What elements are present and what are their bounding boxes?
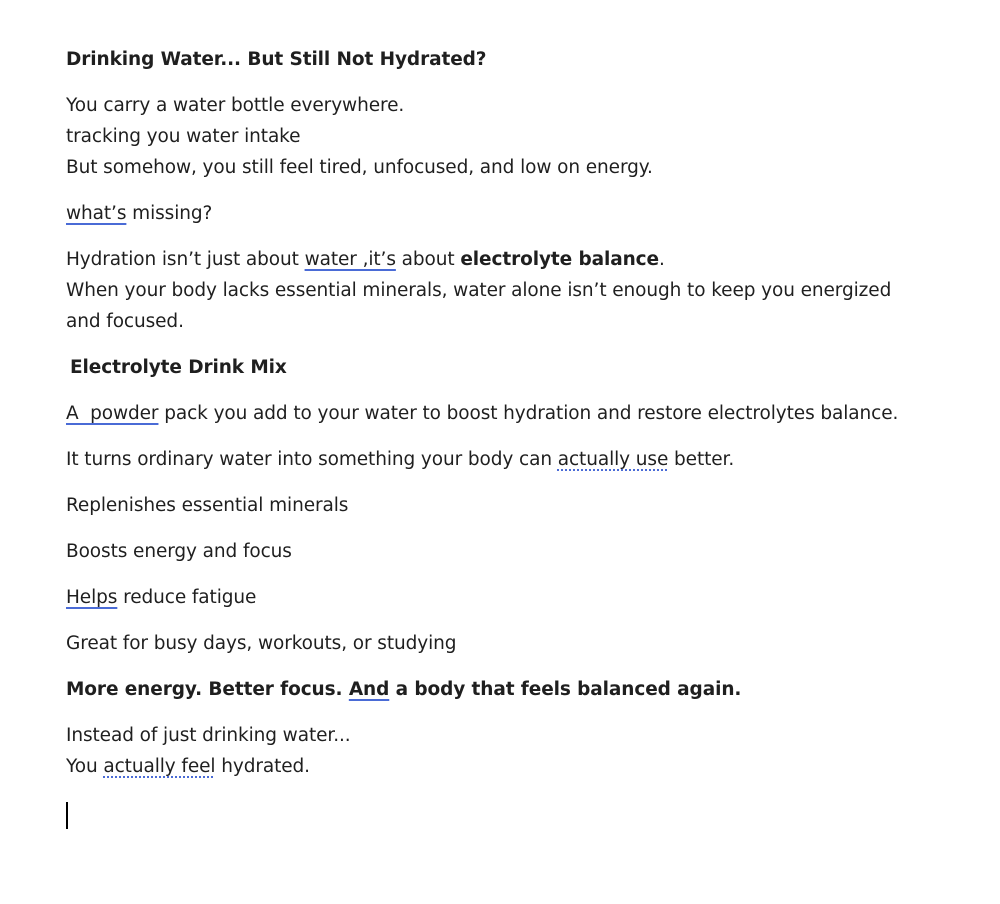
- grammar-flag-actually-feel[interactable]: actually feel: [103, 756, 216, 777]
- document-title: [66, 44, 926, 75]
- document-body[interactable]: [66, 44, 926, 844]
- question-rest: missing?: [126, 203, 213, 224]
- spelling-flag-and[interactable]: And: [348, 679, 390, 700]
- spelling-flag-helps[interactable]: Helps: [66, 587, 118, 608]
- intro-paragraph: [66, 90, 926, 183]
- closing-line-1: Instead of just drinking water...: [66, 725, 351, 746]
- tagline-part-2: a body that feels balanced again.: [389, 679, 742, 700]
- text-cursor: [66, 802, 68, 829]
- tagline: [66, 674, 926, 705]
- benefit-item: [66, 582, 926, 613]
- spelling-flag-water-its[interactable]: water ,it’s: [304, 249, 396, 270]
- benefit-text: reduce fatigue: [117, 587, 257, 608]
- benefit-text: Replenishes essential minerals: [66, 495, 349, 516]
- closing-part-1: You: [66, 756, 104, 777]
- closing-paragraph: [66, 720, 926, 782]
- spelling-flag-whats[interactable]: what’s: [66, 203, 127, 224]
- closing-part-2: hydrated.: [215, 756, 310, 777]
- benefit-item: [66, 536, 926, 567]
- hydration-bold-phrase: electrolyte balance: [460, 249, 659, 270]
- tagline-part-1: More energy. Better focus.: [66, 679, 349, 700]
- hydration-part-1: Hydration isn’t just about: [66, 249, 305, 270]
- benefit-item: [66, 490, 926, 521]
- grammar-flag-actually-use[interactable]: actually use: [557, 449, 669, 470]
- product-heading: [66, 352, 926, 383]
- hydration-part-2: about: [395, 249, 461, 270]
- hydration-paragraph: [66, 244, 926, 337]
- benefit-text: Boosts energy and focus: [66, 541, 292, 562]
- intro-line-1: You carry a water bottle everywhere.: [66, 95, 405, 116]
- empty-paragraph[interactable]: [66, 797, 926, 829]
- intro-line-2: tracking you water intake: [66, 126, 301, 147]
- turns-part-1: It turns ordinary water into something your body can: [66, 449, 558, 470]
- question-paragraph: [66, 198, 926, 229]
- title-text: Drinking Water... But Still Not Hydrated?: [66, 49, 487, 70]
- turns-part-2: better.: [668, 449, 735, 470]
- benefit-text: Great for busy days, workouts, or studying: [66, 633, 457, 654]
- intro-line-3: But somehow, you still feel tired, unfocused, and low on energy.: [66, 157, 653, 178]
- product-description-rest: pack you add to your water to boost hydration and restore electrolytes balance.: [158, 403, 899, 424]
- hydration-part-3: .: [658, 249, 665, 270]
- benefit-item: [66, 628, 926, 659]
- product-description: [66, 398, 926, 429]
- turns-paragraph: [66, 444, 926, 475]
- spelling-flag-a-powder[interactable]: A powder: [66, 403, 159, 424]
- closing-line-2: [66, 751, 926, 782]
- hydration-line-2: When your body lacks essential minerals, water alone isn’t enough to keep you energized and focused.: [66, 280, 892, 332]
- product-heading-text: Electrolyte Drink Mix: [70, 357, 287, 378]
